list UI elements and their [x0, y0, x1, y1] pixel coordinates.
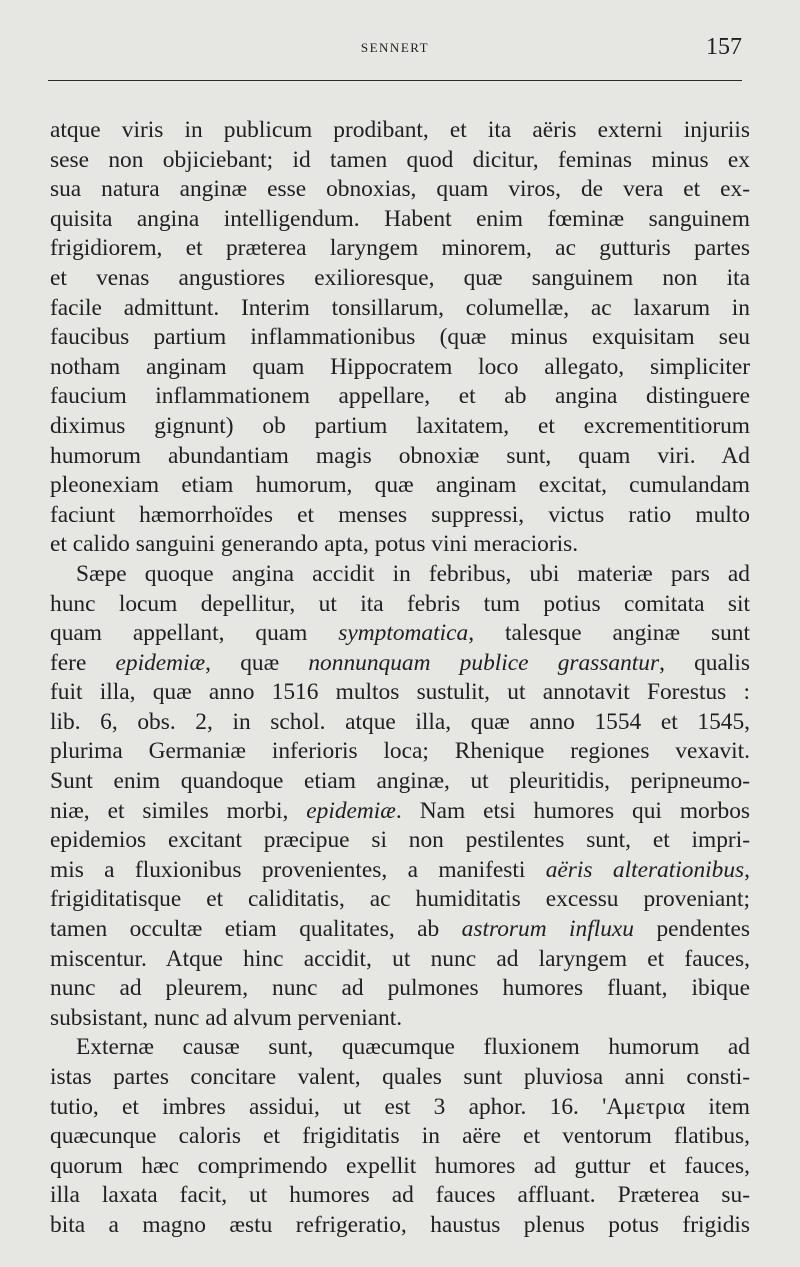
- text-line: faciunt hæmorrhoïdes et menses suppressi, victus ratio multo: [50, 501, 750, 528]
- italic-phrase: astrorum influxu: [461, 916, 635, 943]
- text-line: atque viris in publicum prodibant, et ita aëris externi injuriis: [50, 117, 750, 143]
- text-line: frigidiorem, et præterea laryngem minorem, ac gutturis partes: [50, 235, 750, 262]
- italic-phrase: nonnunquam publice grassantur: [308, 649, 660, 676]
- text-line: Sæpe quoque angina accidit in febribus, ubi materiæ pars ad: [76, 560, 750, 587]
- text-line: facile admittunt. Interim tonsillarum, columellæ, ac laxarum in: [50, 294, 750, 321]
- header-rule: [48, 80, 742, 81]
- italic-phrase: symptomatica: [338, 620, 469, 647]
- text-line: tutio, et imbres assidui, ut est 3 aphor. 16. 'Αμετρια item: [50, 1093, 750, 1120]
- text-line: Sunt enim quandoque etiam anginæ, ut pleuritidis, peripneumo-: [50, 768, 750, 795]
- text-line: plurima Germaniæ inferioris loca; Rhenique regiones vexavit.: [50, 738, 750, 765]
- page-header: [48, 34, 742, 74]
- page-number: 157: [706, 34, 742, 60]
- text-line: sese non objiciebant; id tamen quod dicitur, feminas minus ex: [50, 146, 750, 173]
- text-line: quorum hæc comprimendo expellit humores ad guttur et fauces,: [50, 1152, 750, 1179]
- text-line: hunc locum depellitur, ut ita febris tum potius comitata sit: [50, 590, 750, 617]
- text-line: niæ, et similes morbi, epidemiæ. Nam etsi humores qui morbos: [50, 797, 750, 824]
- text-line: miscentur. Atque hinc accidit, ut nunc ad laryngem et fauces,: [50, 945, 750, 972]
- text-line: sua natura anginæ esse obnoxias, quam viros, de vera et ex-: [50, 176, 750, 203]
- text-line: epidemios excitant præcipue si non pestilentes sunt, et impri-: [50, 827, 750, 854]
- text-line: Externæ causæ sunt, quæcumque fluxionem humorum ad: [76, 1034, 750, 1061]
- paragraph: [50, 1033, 750, 1240]
- text-line: quæcunque caloris et frigiditatis in aëre et ventorum flatibus,: [50, 1123, 750, 1150]
- text-line: notham anginam quam Hippocratem loco allegato, simpliciter: [50, 353, 750, 380]
- text-line: mis a fluxionibus provenientes, a manifesti aëris alterationibus,: [50, 856, 750, 883]
- text-line: fere epidemiæ, quæ nonnunquam publice grassantur, qualis: [50, 649, 750, 676]
- text-line: pleonexiam etiam humorum, quæ anginam excitat, cumulandam: [50, 472, 750, 499]
- text-line: diximus gignunt) ob partium laxitatem, et excrementitiorum: [50, 412, 750, 439]
- running-head: SENNERT: [360, 40, 430, 55]
- text-line: fuit illa, quæ anno 1516 multos sustulit, ut annotavit Forestus :: [50, 679, 750, 706]
- paragraph: [50, 116, 750, 560]
- text-line: et venas angustiores exilioresque, quæ sanguinem non ita: [50, 264, 750, 291]
- text-line: bita a magno æstu refrigeratio, haustus plenus potus frigidis: [50, 1211, 750, 1238]
- text-line: humorum abundantiam magis obnoxiæ sunt, quam viri. Ad: [50, 442, 750, 469]
- text-line: nunc ad pleurem, nunc ad pulmones humores fluant, ibique: [50, 975, 750, 1002]
- text-line: illa laxata facit, ut humores ad fauces affluant. Præterea su-: [50, 1182, 750, 1209]
- text-line: quisita angina intelligendum. Habent enim fœminæ sanguinem: [50, 205, 750, 232]
- italic-phrase: aëris alterationibus: [545, 856, 745, 883]
- text-line: tamen occultæ etiam qualitates, ab astrorum influxu pendentes: [50, 916, 750, 943]
- text-line: lib. 6, obs. 2, in schol. atque illa, quæ anno 1554 et 1545,: [50, 708, 750, 735]
- italic-phrase: epidemiæ: [306, 797, 396, 824]
- text-line: subsistant, nunc ad alvum perveniant.: [50, 1004, 403, 1031]
- text-line: et calido sanguini generando apta, potus vini meracioris.: [50, 531, 579, 558]
- italic-phrase: epidemiæ: [115, 649, 206, 676]
- text-line: faucium inflammationem appellare, et ab angina distinguere: [50, 383, 750, 410]
- paragraph: [50, 560, 750, 1034]
- text-line: faucibus partium inflammationibus (quæ minus exquisitam seu: [50, 324, 750, 351]
- text-line: frigiditatisque et caliditatis, ac humiditatis excessu proveniant;: [50, 886, 750, 913]
- text-line: quam appellant, quam symptomatica, talesque anginæ sunt: [50, 620, 750, 647]
- text-line: istas partes concitare valent, quales sunt pluviosa anni consti-: [50, 1064, 750, 1090]
- body-text: [50, 116, 750, 1241]
